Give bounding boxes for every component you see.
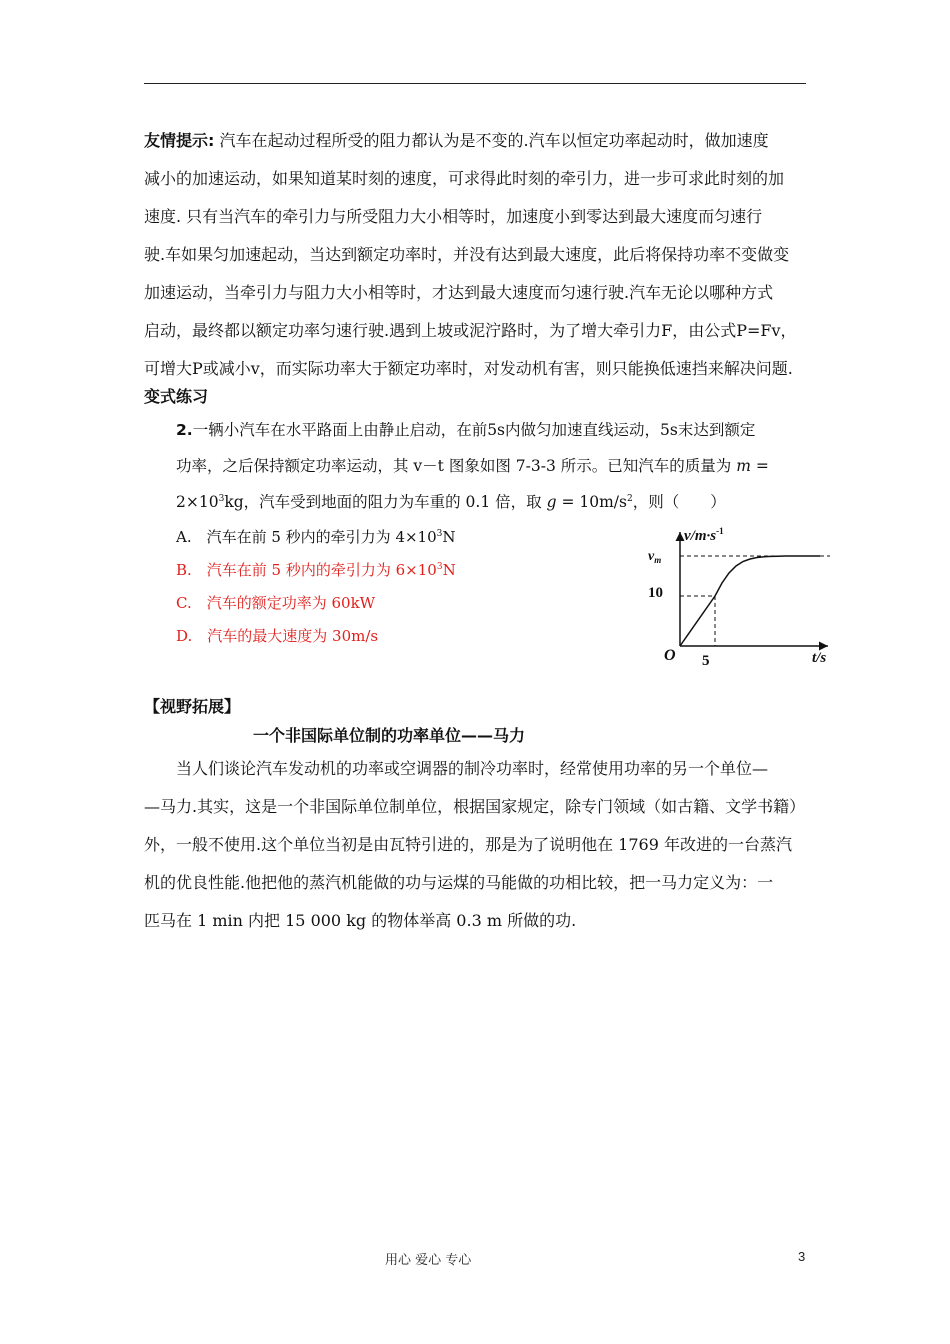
option-b[interactable]: B. 汽车在前 5 秒内的牵引力为 $6\times 10^3N$ xyxy=(176,561,456,579)
y-tick-label: 10 xyxy=(648,585,663,601)
variant-title: 变式练习 xyxy=(144,387,209,406)
extension-line: 外，一般不使用.这个单位当初是由瓦特引进的，那是为了说明他在 1769 年改进的一台蒸汽 xyxy=(144,835,792,854)
footer-slogan: 用心 爱心 专心 xyxy=(385,1253,472,1268)
extension-line: 当人们谈论汽车发动机的功率或空调器的制冷功率时，经常使用功率的另一个单位— xyxy=(176,759,769,778)
page-number: 3 xyxy=(798,1249,806,1264)
extension-header: 【视野拓展】 xyxy=(144,697,241,716)
vt-curve xyxy=(680,556,820,646)
tip-line: 速度. 只有当汽车的牵引力与所受阻力大小相等时，加速度小到零达到最大速度而匀速行 xyxy=(144,207,763,226)
x-tick-label: 5 xyxy=(702,653,710,669)
vm-label: $v_m$ xyxy=(648,549,662,565)
extension-line: 机的优良性能.他把他的蒸汽机能做的功与运煤的马能做的功相比较，把一马力定义为：一 xyxy=(144,873,774,892)
header-rule xyxy=(144,83,806,84)
option-d[interactable]: D. 汽车的最大速度为 30m/s xyxy=(176,627,379,645)
vt-chart xyxy=(640,520,840,670)
friendly-tip xyxy=(144,122,812,388)
question-line: $2\times 10^3kg$，汽车受到地面的阻力为车重的 0.1 倍，取 $g = 10m/s^2$，则（ ） xyxy=(176,493,726,511)
origin-label: O xyxy=(664,647,676,664)
tip-line: 可增大P或减小v，而实际功率大于额定功率时，对发动机有害，则只能换低速挡来解决问题. xyxy=(144,359,793,378)
question-line: 功率，之后保持额定功率运动，其 v－t 图象如图 7-3-3 所示。已知汽车的质量为 m = xyxy=(176,457,769,475)
x-axis-label: t/s xyxy=(812,650,827,666)
tip-line: 启动，最终都以额定功率匀速行驶.遇到上坡或泥泞路时，为了增大牵引力F，由公式P=Fv， xyxy=(144,321,797,340)
y-axis-label: $v/m\cdot s^{-1}$ xyxy=(684,526,724,544)
question-number: 2. xyxy=(176,421,193,439)
question xyxy=(176,412,816,520)
extension-text xyxy=(144,750,812,940)
option-a[interactable]: A. 汽车在前 5 秒内的牵引力为 $4\times 10^3N$ xyxy=(176,528,456,546)
tip-line: 友情提示: 汽车在起动过程所受的阻力都认为是不变的.汽车以恒定功率起动时，做加速度 xyxy=(144,131,769,150)
tip-line: 驶.车如果匀加速起动，当达到额定功率时，并没有达到最大速度，此后将保持功率不变做变 xyxy=(144,245,790,264)
extension-line: —马力.其实，这是一个非国际单位制单位，根据国家规定，除专门领域（如古籍、文学书籍） xyxy=(144,797,806,816)
tip-label: 友情提示: xyxy=(144,131,215,150)
tip-line: 减小的加速运动，如果知道某时刻的速度，可求得此时刻的牵引力，进一步可求此时刻的加 xyxy=(144,169,785,188)
tip-line: 加速运动，当牵引力与阻力大小相等时，才达到最大速度而匀速行驶.汽车无论以哪种方式 xyxy=(144,283,774,302)
answer-options xyxy=(176,521,456,653)
option-c[interactable]: C. 汽车的额定功率为 60kW xyxy=(176,594,376,612)
question-line: 2.一辆小汽车在水平路面上由静止启动，在前5s内做匀加速直线运动，5s末达到额定 xyxy=(176,421,756,439)
extension-title: 一个非国际单位制的功率单位——马力 xyxy=(253,726,526,745)
extension-line: 匹马在 1 min 内把 15 000 kg 的物体举高 0.3 m 所做的功. xyxy=(144,911,577,930)
